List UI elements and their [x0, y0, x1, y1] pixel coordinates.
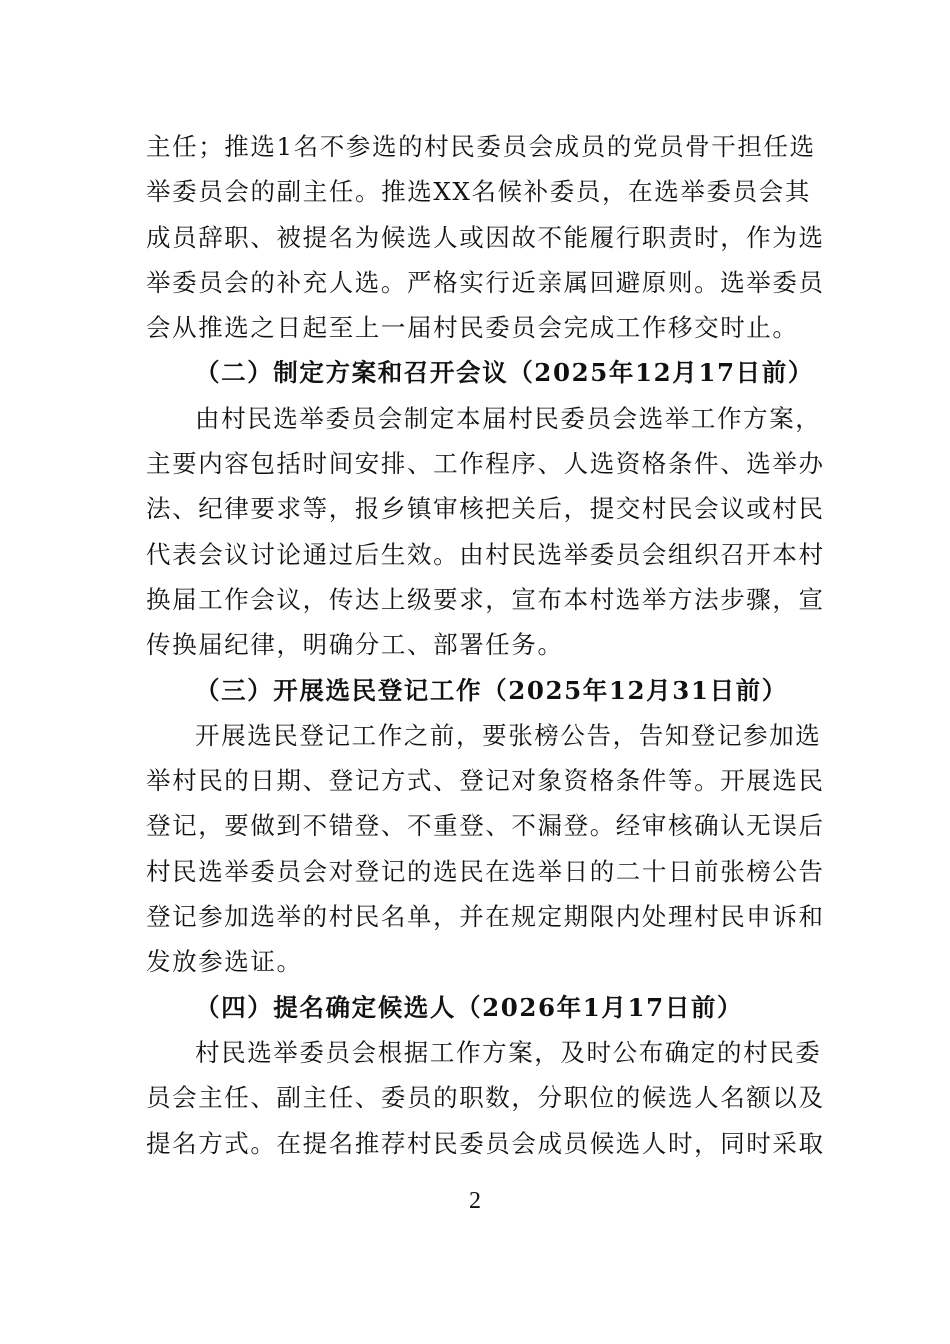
paragraph-line: 提名方式。在提名推荐村民委员会成员候选人时，同时采取 — [146, 1128, 825, 1158]
paragraph-line: 村民选举委员会对登记的选民在选举日的二十日前张榜公告 — [146, 856, 825, 886]
section-heading: （三）开展选民登记工作（2025年12月31日前） — [195, 675, 788, 705]
paragraph-line: 主任；推选1名不参选的村民委员会成员的党员骨干担任选 — [146, 132, 816, 161]
paragraph-line: 举村民的日期、登记方式、登记对象资格条件等。开展选民 — [146, 766, 825, 796]
paragraph-line: 开展选民登记工作之前，要张榜公告，告知登记参加选 — [195, 720, 822, 750]
paragraph-line: 代表会议讨论通过后生效。由村民选举委员会组织召开本村 — [146, 539, 825, 569]
paragraph-line: 村民选举委员会根据工作方案，及时公布确定的村民委 — [195, 1037, 822, 1067]
paragraph-line: 举委员会的补充人选。严格实行近亲属回避原则。选举委员 — [146, 267, 825, 297]
paragraph-line: 成员辞职、被提名为候选人或因故不能履行职责时，作为选 — [146, 222, 825, 252]
paragraph-line: 会从推选之日起至上一届村民委员会完成工作移交时止。 — [146, 313, 799, 343]
paragraph-line: 由村民选举委员会制定本届村民委员会选举工作方案， — [195, 403, 822, 433]
paragraph-line: 传换届纪律，明确分工、部署任务。 — [146, 630, 564, 660]
section-heading: （四）提名确定候选人（2026年1月17日前） — [195, 992, 744, 1022]
section-heading: （二）制定方案和召开会议（2025年12月17日前） — [195, 358, 814, 388]
paragraph-line: 主要内容包括时间安排、工作程序、人选资格条件、选举办 — [146, 449, 825, 479]
paragraph-line: 举委员会的副主任。推选XX名候补委员，在选举委员会其 — [146, 177, 811, 207]
paragraph-line: 员会主任、副主任、委员的职数，分职位的候选人名额以及 — [146, 1083, 825, 1113]
paragraph-line: 发放参选证。 — [146, 947, 303, 977]
paragraph-line: 登记参加选举的村民名单，并在规定期限内处理村民申诉和 — [146, 902, 825, 932]
paragraph-line: 登记，要做到不错登、不重登、不漏登。经审核确认无误后 — [146, 811, 825, 841]
paragraph-line: 法、纪律要求等，报乡镇审核把关后，提交村民会议或村民 — [146, 494, 825, 524]
paragraph-line: 换届工作会议，传达上级要求，宣布本村选举方法步骤，宣 — [146, 584, 825, 614]
page-number: 2 — [469, 1188, 481, 1214]
document-body — [146, 124, 825, 1166]
